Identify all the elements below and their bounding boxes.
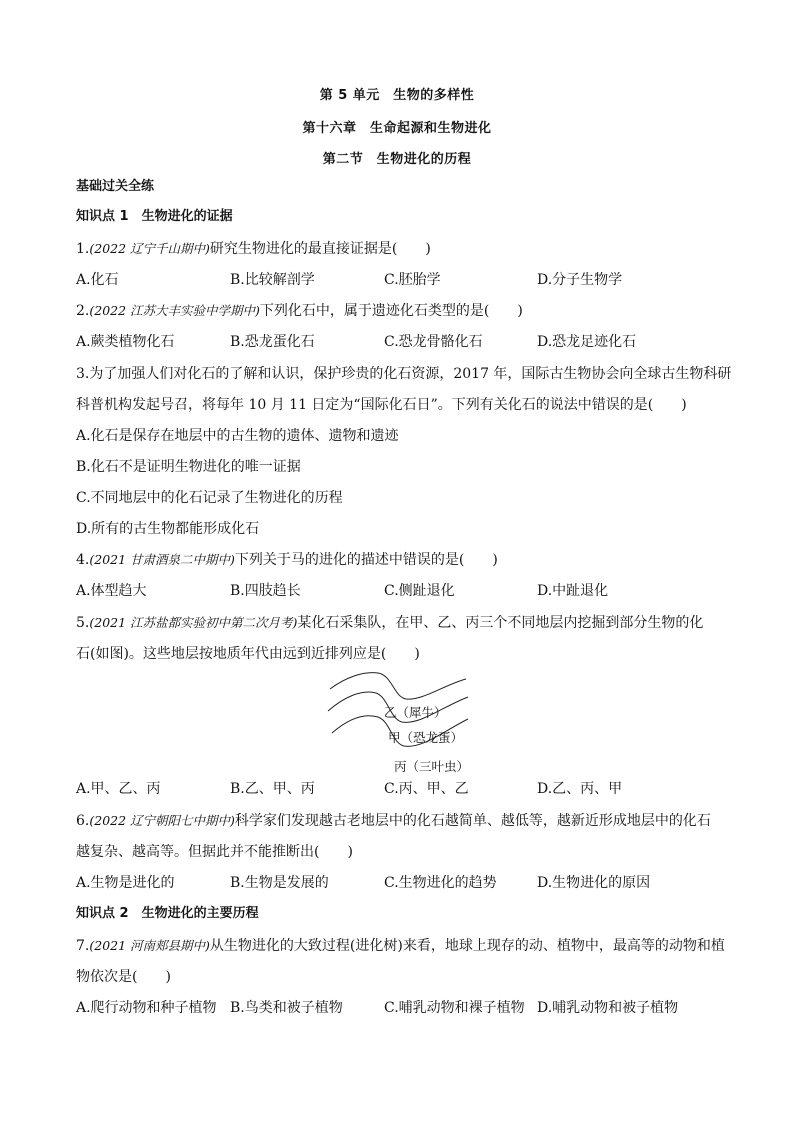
option-c: C.生物进化的趋势 <box>384 875 497 891</box>
question-1: 1.(2022 辽宁千山期中)研究生物进化的最直接证据是( ) <box>76 241 431 257</box>
option-a: A.化石 <box>76 272 119 288</box>
question-7-line-2: 物依次是( ) <box>76 969 171 985</box>
question-source: (2022 辽宁千山期中) <box>89 241 210 256</box>
option-b: B.生物是发展的 <box>230 875 329 891</box>
stratum-label-yi: 乙（犀牛） <box>384 705 447 720</box>
option-c: C.胚胎学 <box>384 272 441 288</box>
knowledge-point-1: 知识点 1 生物进化的证据 <box>76 209 233 224</box>
stratum-label-jia: 甲（恐龙蛋） <box>388 730 464 745</box>
unit-title: 第 5 单元 生物的多样性 <box>319 88 475 103</box>
question-3-line-1: 3.为了加强人们对化石的了解和认识，保护珍贵的化石资源，2017 年，国际古生物协会向全球古生物科研 <box>76 366 732 382</box>
question-4: 4.(2021 甘肃酒泉二中期中)下列关于马的进化的描述中错误的是( ) <box>76 552 498 568</box>
option-d: D.中趾退化 <box>537 583 609 599</box>
question-6-line-2: 越复杂、越高等。但据此并不能推断出( ) <box>76 844 353 860</box>
option-b: B.恐龙蛋化石 <box>230 334 315 350</box>
option-c: C.丙、甲、乙 <box>384 781 469 797</box>
question-3-line-2: 科普机构发起号召，将每年 10 月 11 日定为“国际化石日”。下列有关化石的说法中错误的是( ) <box>76 397 687 413</box>
question-7-line-1: 7.(2021 河南郏县期中)从生物进化的大致过程(进化树)来看，地球上现存的动、植物中，最高等的动物和植 <box>76 938 725 954</box>
chapter-title: 第十六章 生命起源和生物进化 <box>302 121 492 136</box>
practice-title: 基础过关全练 <box>76 179 155 194</box>
option-b: B.鸟类和被子植物 <box>230 1000 343 1016</box>
question-5-line-2: 石(如图)。这些地层按地质年代由远到近排列应是( ) <box>76 646 420 662</box>
option-d: D.恐龙足迹化石 <box>537 334 637 350</box>
option-d: D.哺乳动物和被子植物 <box>537 1000 679 1016</box>
question-6-line-1: 6.(2022 辽宁朝阳七中期中)科学家们发现越古老地层中的化石越简单、越低等，越新近形成地层中的化石 <box>76 813 711 829</box>
question-2: 2.(2022 江苏大丰实验中学期中)下列化石中，属于遗迹化石类型的是( ) <box>76 303 523 319</box>
option-a: A.生物是进化的 <box>76 875 175 891</box>
option-b: B.四肢趋长 <box>230 583 301 599</box>
option-d: D.所有的古生物都能形成化石 <box>76 521 260 537</box>
option-b: B.化石不是证明生物进化的唯一证据 <box>76 459 301 475</box>
option-d: D.生物进化的原因 <box>537 875 651 891</box>
question-source: (2022 江苏大丰实验中学期中) <box>89 303 260 318</box>
option-a: A.爬行动物和种子植物 <box>76 1000 217 1016</box>
option-d: D.乙、丙、甲 <box>537 781 623 797</box>
option-a: A.蕨类植物化石 <box>76 334 175 350</box>
question-source: (2021 甘肃酒泉二中期中) <box>89 552 235 567</box>
option-c: C.恐龙骨骼化石 <box>384 334 483 350</box>
option-b: B.乙、甲、丙 <box>230 781 315 797</box>
option-b: B.比较解剖学 <box>230 272 315 288</box>
option-a: A.化石是保存在地层中的古生物的遗体、遗物和遗迹 <box>76 428 399 444</box>
question-5-line-1: 5.(2021 江苏盐都实验初中第二次月考)某化石采集队，在甲、乙、丙三个不同地层内挖掘到部分生物的化 <box>76 615 704 631</box>
option-d: D.分子生物学 <box>537 272 623 288</box>
question-source: (2021 江苏盐都实验初中第二次月考) <box>89 615 298 630</box>
option-a: A.甲、乙、丙 <box>76 781 161 797</box>
question-source: (2022 辽宁朝阳七中期中) <box>89 813 235 828</box>
strata-figure <box>326 667 474 777</box>
stratum-label-bing: 丙（三叶虫） <box>394 759 470 774</box>
option-c: C.侧趾退化 <box>384 583 455 599</box>
section-title: 第二节 生物进化的历程 <box>322 152 472 167</box>
option-c: C.哺乳动物和裸子植物 <box>384 1000 525 1016</box>
knowledge-point-2: 知识点 2 生物进化的主要历程 <box>76 906 259 921</box>
stratum-line-top <box>330 673 466 700</box>
option-a: A.体型趋大 <box>76 583 147 599</box>
question-source: (2021 河南郏县期中) <box>89 938 210 953</box>
option-c: C.不同地层中的化石记录了生物进化的历程 <box>76 490 343 506</box>
